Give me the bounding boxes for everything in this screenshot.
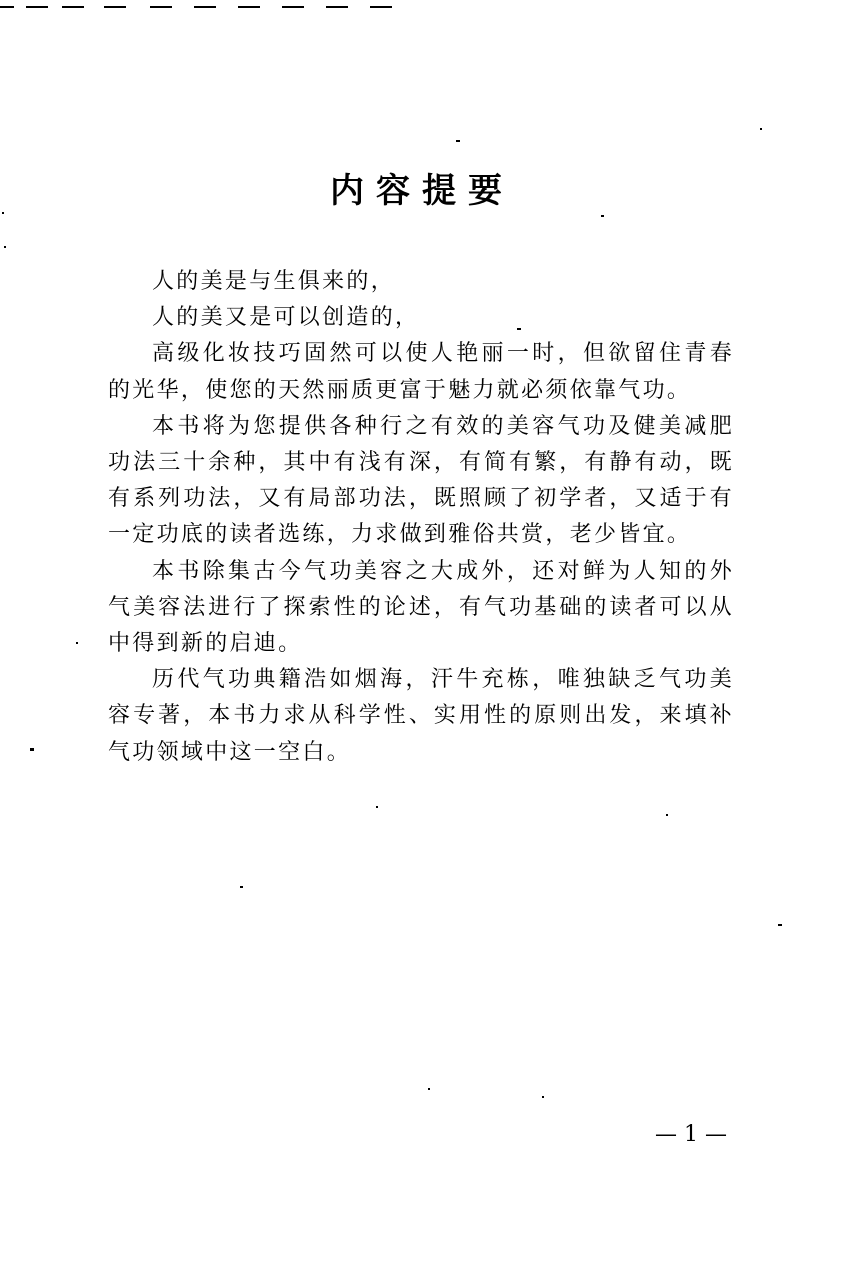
scan-speck bbox=[30, 748, 34, 751]
scan-top-edge-marks bbox=[0, 0, 400, 12]
scan-speck bbox=[240, 886, 243, 888]
paragraph: 高级化妆技巧固然可以使人艳丽一时，但欲留住青春的光华，使您的天然丽质更富于魅力就必须依靠气功。 bbox=[108, 341, 734, 403]
scan-speck bbox=[376, 806, 378, 808]
scan-speck bbox=[428, 1088, 430, 1090]
paragraph: 历代气功典籍浩如烟海，汗牛充栋，唯独缺乏气功美容专著，本书力求从科学性、实用性的原则出发，来填补气功领域中这一空白。 bbox=[108, 667, 734, 765]
scan-speck bbox=[760, 128, 762, 130]
scan-speck bbox=[456, 140, 460, 142]
paragraph: 本书除集古今气功美容之大成外，还对鲜为人知的外气美容法进行了探索性的论述，有气功基础的读者可以从中得到新的启迪。 bbox=[108, 558, 734, 657]
scan-speck bbox=[778, 924, 782, 926]
scan-speck bbox=[4, 246, 6, 248]
scan-speck bbox=[2, 212, 4, 214]
paragraph: 人的美又是可以创造的， bbox=[152, 305, 420, 331]
scan-speck bbox=[542, 1096, 544, 1098]
abstract-body bbox=[108, 264, 734, 771]
page-title: 内容提要 bbox=[330, 170, 514, 211]
scan-speck bbox=[517, 328, 521, 330]
paragraph: 本书将为您提供各种行之有效的美容气功及健美减肥功法三十余种，其中有浅有深，有简有繁，有静有动，既有系列功法，又有局部功法，既照顾了初学者，又适于有一定功底的读者选练，力求做到雅俗共赏，老少皆宜。 bbox=[108, 413, 734, 548]
scan-speck bbox=[601, 215, 604, 217]
scan-speck bbox=[76, 642, 78, 644]
paragraph: 人的美是与生俱来的， bbox=[152, 269, 396, 294]
scan-speck bbox=[666, 814, 668, 816]
page-number: — 1 — bbox=[655, 1122, 727, 1147]
